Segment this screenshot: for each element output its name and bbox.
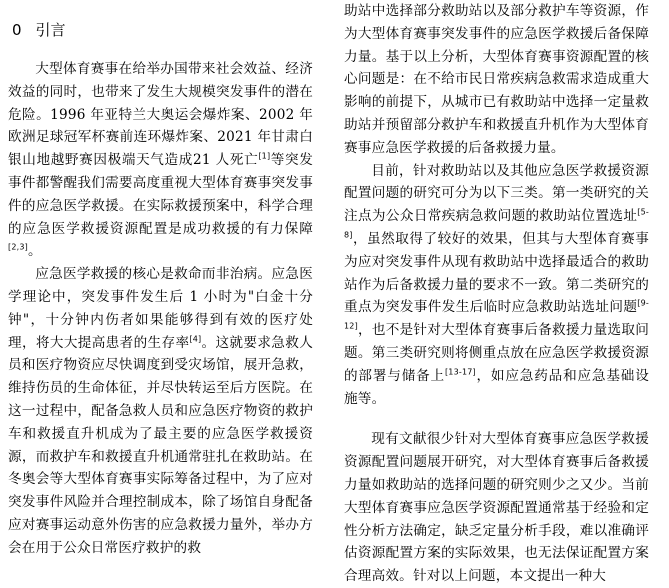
citation: [9-12] — [344, 298, 649, 331]
paragraph-text: 目前，针对救助站以及其他应急医学救援资源配置问题的研究可分为以下三类。第一类研究的关注点为公众日常疾病急救问题的救助站位置选址 — [344, 162, 649, 225]
paragraph — [344, 160, 649, 411]
paragraph-text: ，虽然取得了较好的效果，但其与大型体育赛事为应对突发事件从现有救助站中选择最适合的救助站作为后备救援力量的要求不一致。第二类研究的重点为突发事件发生后临时应急救助站选址问题 — [344, 230, 649, 316]
citation: [13-17] — [444, 367, 476, 377]
paragraph-text: 现有文献很少针对大型体育赛事应急医学救援资源配置问题展开研究，对大型体育赛事后备救援力量如救助站的选择问题的研究则少之又少。当前大型体育赛事应急医学资源配置通常基于经验和定性分析方法确定，缺乏定量分析手段，难以准确评估资源配置方案的实际效果，也无法保证配置方案合理高效。针对以上问题，本文提出一种大 — [344, 431, 649, 585]
section-number: 0 — [12, 21, 22, 39]
right-column — [344, 0, 649, 588]
paragraph — [8, 263, 313, 559]
section-heading — [12, 20, 313, 40]
paragraph-text: 。这就要求急救人员和医疗物资应尽快调度到受灾场馆，展开急救，维持伤员的生命体征，并尽快转运至后方医院。在这一过程中，配备急救人员和应急医疗物资的救护车和救援直升机成为了最主要的应急医学救援资源，而救护车和救援直升机通常驻扎在救助站。在冬奥会等大型体育赛事实际筹备过程中，为了应对突发事件风险并合理控制成本，除了场馆自身配备应对赛事运动意外伤害的应急救援力量外，举办方会在用于公众日常医疗救护的救 — [8, 334, 313, 556]
citation: [5-8] — [344, 207, 649, 240]
paragraph — [344, 0, 649, 160]
paragraph-text: 助站中选择部分救助站以及部分救护车等资源，作为大型体育赛事突发事件的应急医学救援后备保障力量。基于以上分析，大型体育赛事资源配置的核心问题是：在不给市民日常疾病急救需求造成重大影响的前提下，从城市已有救助站中选择一定量救助站并预留部分救护车和救援直升机作为大型体育赛事应急医学救援的后备救援力量。 — [344, 3, 649, 156]
citation: [1] — [258, 151, 271, 161]
citation: [2,3] — [8, 242, 28, 252]
paragraph-text: ，也不是针对大型体育赛事后备救援力量选取问题。第三类研究则将侧重点放在应急医学救援资源的部署与储备上 — [344, 322, 649, 384]
paragraph-text: 。 — [27, 243, 42, 260]
paragraph-text: 应急医学救援的核心是救命而非治病。应急医学理论中，突发事件发生后 1 小时为"白金十分钟"，十分钟内伤者如果能够得到有效的医疗处理，将大大提高患者的生存率 — [8, 266, 313, 351]
paragraph — [344, 428, 649, 588]
section-title: 引言 — [35, 21, 66, 39]
paragraph — [8, 58, 313, 263]
left-column — [8, 0, 313, 560]
citation: [4] — [189, 334, 202, 344]
paragraph-text: ，如应急药品和应急基础设施等。 — [344, 367, 649, 407]
paragraph-text: 大型体育赛事在给举办国带来社会效益、经济效益的同时，也带来了发生大规模突发事件的潜在危险。1996 年亚特兰大奥运会爆炸案、2002 年欧洲足球冠军杯赛前连环爆炸案、2021 年甘肃白银山地越野赛因极端天气造成21 人死亡 — [8, 61, 313, 169]
paragraph-text: 等突发事件都警醒我们需要高度重视大型体育赛事突发事件的应急医学救援。在实际救援预案中，科学合理的应急医学救援资源配置是成功救援的有力保障 — [8, 152, 313, 237]
